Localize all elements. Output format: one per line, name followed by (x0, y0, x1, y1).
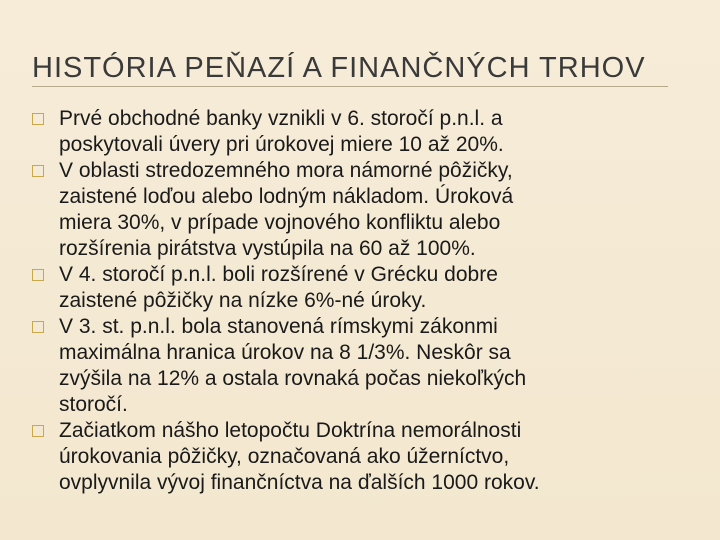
bullet-item (32, 314, 692, 418)
bullet-text-line: zaistené pôžičky na nízke 6%-né úroky. (59, 289, 427, 312)
square-bullet-icon (32, 165, 44, 177)
bullet-text-line: zaistené loďou alebo lodným nákladom. Úroková (59, 185, 514, 208)
square-bullet-icon (32, 321, 44, 333)
bullet-list (32, 106, 692, 496)
bullet-item (32, 418, 692, 496)
bullet-text-line: Prvé obchodné banky vznikli v 6. storočí p.n.l. a (59, 107, 503, 130)
square-bullet-icon (32, 269, 44, 281)
bullet-text-line: rozšírenia pirátstva vystúpila na 60 až 100%. (59, 237, 476, 260)
bullet-item (32, 158, 692, 262)
bullet-text-line: Začiatkom nášho letopočtu Doktrína nemorálnosti (59, 419, 522, 442)
bullet-text-line: miera 30%, v prípade vojnového konfliktu alebo (59, 211, 501, 234)
bullet-text-line: maximálna hranica úrokov na 8 1/3%. Neskôr sa (59, 341, 511, 364)
bullet-text-line: V 4. storočí p.n.l. boli rozšírené v Grécku dobre (59, 263, 498, 286)
bullet-text-line: ovplyvnila vývoj finančníctva na ďalších 1000 rokov. (59, 471, 540, 494)
title-underline (32, 86, 668, 87)
bullet-text-line: poskytovali úvery pri úrokovej miere 10 až 20%. (59, 133, 504, 156)
square-bullet-icon (32, 425, 44, 437)
square-bullet-icon (32, 113, 44, 125)
bullet-text-line: V oblasti stredozemného mora námorné pôžičky, (59, 159, 513, 182)
bullet-text-line: storočí. (59, 393, 128, 416)
bullet-item (32, 262, 692, 314)
bullet-text-line: zvýšila na 12% a ostala rovnaká počas niekoľkých (59, 367, 527, 390)
bullet-text-line: úrokovania pôžičky, označovaná ako úžerníctvo, (59, 445, 510, 468)
slide-title: HISTÓRIA PEŇAZÍ A FINANČNÝCH TRHOV (32, 52, 646, 84)
bullet-text-line: V 3. st. p.n.l. bola stanovená rímskymi zákonmi (59, 315, 498, 338)
bullet-item (32, 106, 692, 158)
